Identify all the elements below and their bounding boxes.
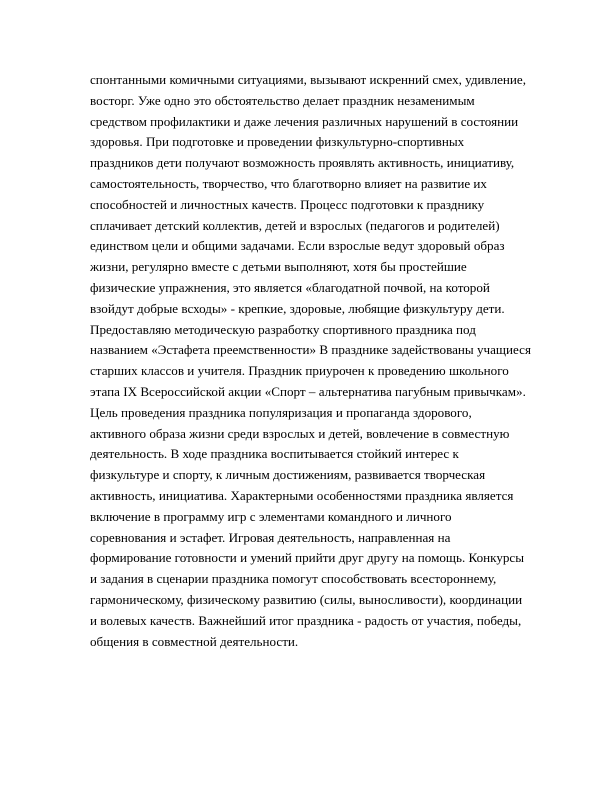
text-line: восторг. Уже одно это обстоятельство делает праздник незаменимым — [90, 92, 475, 108]
text-line: включение в программу игр с элементами командного и личного — [90, 508, 452, 524]
text-line: физкультуре и спорту, к личным достижениям, развивается творческая — [90, 467, 486, 483]
text-line: соревнования и эстафет. Игровая деятельность, направленная на — [90, 529, 451, 545]
text-line: общения в совместной деятельности. — [90, 633, 299, 649]
text-line: праздников дети получают возможность проявлять активность, инициативу, — [90, 155, 515, 171]
text-line: этапа IX Всероссийской акции «Спорт – альтернатива пагубным привычкам». — [90, 383, 526, 399]
text-line: Цель проведения праздника популяризация и пропаганда здорового, — [90, 404, 472, 420]
text-line: способностей и личностных качеств. Процесс подготовки к празднику — [90, 196, 485, 212]
text-line: жизни, регулярно вместе с детьми выполняют, хотя бы простейшие — [90, 259, 467, 275]
text-line: деятельность. В ходе праздника воспитывается стойкий интерес к — [90, 446, 459, 462]
text-line: Предоставляю методическую разработку спортивного праздника под — [90, 321, 476, 337]
text-line: здоровья. При подготовке и проведении физкультурно-спортивных — [90, 134, 465, 150]
text-line: названием «Эстафета преемственности» В празднике задействованы учащиеся — [90, 342, 531, 358]
text-line: единством цели и общими задачами. Если взрослые ведут здоровый образ — [90, 238, 505, 254]
text-line: активность, инициатива. Характерными особенностями праздника является — [90, 487, 514, 503]
text-line: гармоническому, физическому развитию (силы, выносливости), координации — [90, 591, 523, 607]
text-line: и задания в сценарии праздника помогут способствовать всестороннему, — [90, 571, 497, 587]
text-line: сплачивает детский коллектив, детей и взрослых (педагогов и родителей) — [90, 217, 500, 233]
text-line: старших классов и учителя. Праздник приурочен к проведению школьного — [90, 363, 509, 379]
text-line: средством профилактики и даже лечения различных нарушений в состоянии — [90, 113, 519, 129]
text-line: и волевых качеств. Важнейший итог праздника - радость от участия, победы, — [90, 612, 522, 628]
text-line: спонтанными комичными ситуациями, вызывают искренний смех, удивление, — [90, 72, 527, 87]
text-line: формирование готовности и умений прийти друг другу на помощь. Конкурсы — [90, 550, 525, 566]
text-line: взойдут добрые всходы» - крепкие, здоровые, любящие физкультуру дети. — [90, 300, 505, 316]
text-line: активного образа жизни среди взрослых и детей, вовлечение в совместную — [90, 425, 510, 441]
text-line: самостоятельность, творчество, что благотворно влияет на развитие их — [90, 175, 487, 191]
text-line: физические упражнения, это является «благодатной почвой, на которой — [90, 279, 490, 295]
body-text — [90, 70, 530, 652]
